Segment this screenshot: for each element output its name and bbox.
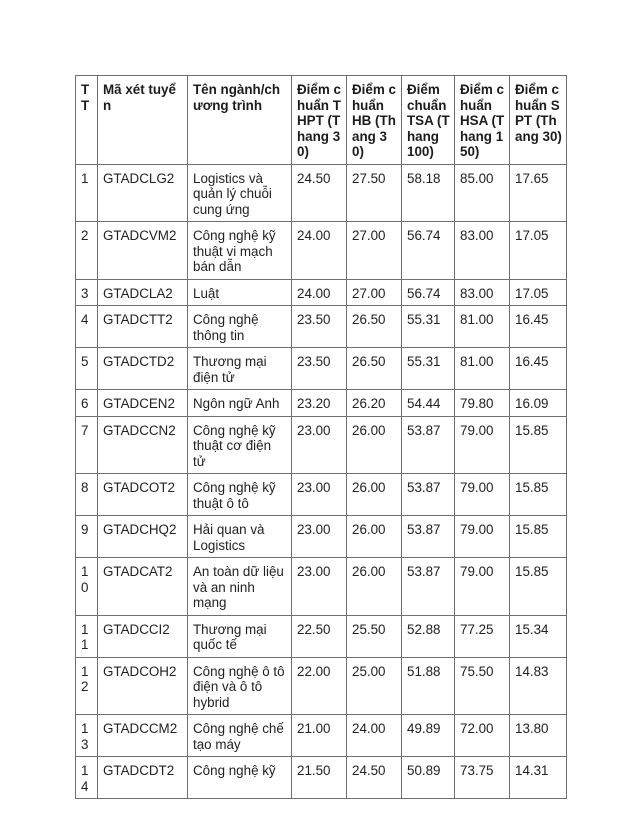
cell-code: GTADCCM2 <box>98 715 188 757</box>
table-row <box>76 390 567 417</box>
cell-hb: 24.00 <box>347 715 402 757</box>
cell-hb: 24.50 <box>347 757 402 799</box>
header-code: Mã xét tuyển <box>98 76 188 165</box>
cell-tsa: 56.74 <box>402 279 455 306</box>
cell-hb: 27.00 <box>347 222 402 280</box>
cell-spt: 15.85 <box>510 516 567 558</box>
cell-code: GTADCHQ2 <box>98 516 188 558</box>
cell-hsa: 79.00 <box>455 558 510 616</box>
cell-spt: 15.34 <box>510 615 567 657</box>
table-row <box>76 516 567 558</box>
cell-hb: 25.50 <box>347 615 402 657</box>
cell-tt: 10 <box>76 558 98 616</box>
cell-thpt: 22.00 <box>292 657 347 715</box>
cell-code: GTADCCI2 <box>98 615 188 657</box>
cell-code: GTADCDT2 <box>98 757 188 799</box>
cell-code: GTADCTT2 <box>98 306 188 348</box>
cell-tsa: 50.89 <box>402 757 455 799</box>
table-row <box>76 615 567 657</box>
cell-hsa: 75.50 <box>455 657 510 715</box>
cell-tsa: 58.18 <box>402 164 455 222</box>
cell-hb: 26.00 <box>347 474 402 516</box>
table-row <box>76 558 567 616</box>
cell-hb: 25.00 <box>347 657 402 715</box>
cell-name: Công nghệ kỹ <box>188 757 292 799</box>
cell-name: Công nghệ kỹ thuật cơ điện tử <box>188 416 292 474</box>
cell-thpt: 23.50 <box>292 348 347 390</box>
cell-hb: 26.50 <box>347 306 402 348</box>
cell-spt: 17.65 <box>510 164 567 222</box>
cell-code: GTADCLG2 <box>98 164 188 222</box>
cell-hsa: 83.00 <box>455 222 510 280</box>
cell-tsa: 55.31 <box>402 306 455 348</box>
table-row <box>76 348 567 390</box>
cell-tt: 1 <box>76 164 98 222</box>
cell-spt: 17.05 <box>510 222 567 280</box>
cell-name: Thương mại điện tử <box>188 348 292 390</box>
table-row <box>76 306 567 348</box>
header-tsa: Điểm chuẩn TSA (Thang 100) <box>402 76 455 165</box>
cell-hsa: 73.75 <box>455 757 510 799</box>
cell-thpt: 24.00 <box>292 222 347 280</box>
cell-thpt: 21.00 <box>292 715 347 757</box>
cell-spt: 14.83 <box>510 657 567 715</box>
cell-hsa: 79.00 <box>455 516 510 558</box>
cell-name: Công nghệ kỹ thuật ô tô <box>188 474 292 516</box>
cell-spt: 15.85 <box>510 416 567 474</box>
cell-code: GTADCCN2 <box>98 416 188 474</box>
cell-tsa: 55.31 <box>402 348 455 390</box>
header-hb: Điểm chuẩn HB (Thang 30) <box>347 76 402 165</box>
cell-spt: 15.85 <box>510 558 567 616</box>
cell-thpt: 23.00 <box>292 474 347 516</box>
cell-hsa: 83.00 <box>455 279 510 306</box>
table-row <box>76 279 567 306</box>
cell-hsa: 81.00 <box>455 306 510 348</box>
header-name: Tên ngành/chương trình <box>188 76 292 165</box>
cell-thpt: 24.50 <box>292 164 347 222</box>
cell-name: Công nghệ kỹ thuật vi mạch bán dẫn <box>188 222 292 280</box>
cell-hsa: 81.00 <box>455 348 510 390</box>
cell-code: GTADCAT2 <box>98 558 188 616</box>
table-row <box>76 757 567 799</box>
cell-spt: 14.31 <box>510 757 567 799</box>
cell-name: Luật <box>188 279 292 306</box>
cell-hsa: 79.80 <box>455 390 510 417</box>
header-spt: Điểm chuẩn SPT (Thang 30) <box>510 76 567 165</box>
cell-name: Công nghệ thông tin <box>188 306 292 348</box>
cell-spt: 16.45 <box>510 348 567 390</box>
cell-thpt: 23.50 <box>292 306 347 348</box>
cell-tsa: 53.87 <box>402 474 455 516</box>
cell-hsa: 85.00 <box>455 164 510 222</box>
cell-spt: 16.45 <box>510 306 567 348</box>
cell-tt: 8 <box>76 474 98 516</box>
cell-code: GTADCOH2 <box>98 657 188 715</box>
cell-hb: 26.00 <box>347 416 402 474</box>
cell-tsa: 54.44 <box>402 390 455 417</box>
cell-name: An toàn dữ liệu và an ninh mạng <box>188 558 292 616</box>
cell-thpt: 23.00 <box>292 516 347 558</box>
cell-tsa: 49.89 <box>402 715 455 757</box>
header-tt: TT <box>76 76 98 165</box>
cell-name: Công nghệ chế tạo máy <box>188 715 292 757</box>
header-thpt: Điểm chuẩn THPT (Thang 30) <box>292 76 347 165</box>
table-row <box>76 416 567 474</box>
cell-tt: 7 <box>76 416 98 474</box>
cell-spt: 15.85 <box>510 474 567 516</box>
cell-hb: 27.00 <box>347 279 402 306</box>
cell-tsa: 53.87 <box>402 516 455 558</box>
cell-hb: 27.50 <box>347 164 402 222</box>
cell-tt: 6 <box>76 390 98 417</box>
cell-tsa: 53.87 <box>402 416 455 474</box>
table-row <box>76 474 567 516</box>
table-row <box>76 222 567 280</box>
cell-thpt: 23.20 <box>292 390 347 417</box>
header-row <box>76 76 567 165</box>
cell-thpt: 24.00 <box>292 279 347 306</box>
cell-code: GTADCEN2 <box>98 390 188 417</box>
cell-tt: 12 <box>76 657 98 715</box>
cell-tsa: 51.88 <box>402 657 455 715</box>
cell-thpt: 21.50 <box>292 757 347 799</box>
cell-thpt: 22.50 <box>292 615 347 657</box>
cell-code: GTADCVM2 <box>98 222 188 280</box>
cell-tsa: 56.74 <box>402 222 455 280</box>
cell-tsa: 52.88 <box>402 615 455 657</box>
cell-tt: 9 <box>76 516 98 558</box>
cell-code: GTADCLA2 <box>98 279 188 306</box>
cell-tsa: 53.87 <box>402 558 455 616</box>
cell-spt: 13.80 <box>510 715 567 757</box>
cell-thpt: 23.00 <box>292 558 347 616</box>
cell-tt: 2 <box>76 222 98 280</box>
cell-tt: 11 <box>76 615 98 657</box>
cell-tt: 14 <box>76 757 98 799</box>
cell-hb: 26.00 <box>347 558 402 616</box>
cell-tt: 13 <box>76 715 98 757</box>
table-row <box>76 715 567 757</box>
cell-hsa: 79.00 <box>455 416 510 474</box>
cell-name: Công nghệ ô tô điện và ô tô hybrid <box>188 657 292 715</box>
cell-spt: 17.05 <box>510 279 567 306</box>
admission-score-table <box>75 75 567 799</box>
table-row <box>76 164 567 222</box>
cell-hsa: 77.25 <box>455 615 510 657</box>
table-row <box>76 657 567 715</box>
cell-name: Thương mại quốc tế <box>188 615 292 657</box>
cell-tt: 3 <box>76 279 98 306</box>
cell-code: GTADCTD2 <box>98 348 188 390</box>
cell-name: Logistics và quản lý chuỗi cung ứng <box>188 164 292 222</box>
cell-code: GTADCOT2 <box>98 474 188 516</box>
cell-hb: 26.00 <box>347 516 402 558</box>
cell-hb: 26.50 <box>347 348 402 390</box>
cell-hb: 26.20 <box>347 390 402 417</box>
cell-name: Hải quan và Logistics <box>188 516 292 558</box>
cell-hsa: 72.00 <box>455 715 510 757</box>
cell-hsa: 79.00 <box>455 474 510 516</box>
header-hsa: Điểm chuẩn HSA (Thang 150) <box>455 76 510 165</box>
cell-tt: 4 <box>76 306 98 348</box>
cell-name: Ngôn ngữ Anh <box>188 390 292 417</box>
cell-tt: 5 <box>76 348 98 390</box>
cell-thpt: 23.00 <box>292 416 347 474</box>
cell-spt: 16.09 <box>510 390 567 417</box>
